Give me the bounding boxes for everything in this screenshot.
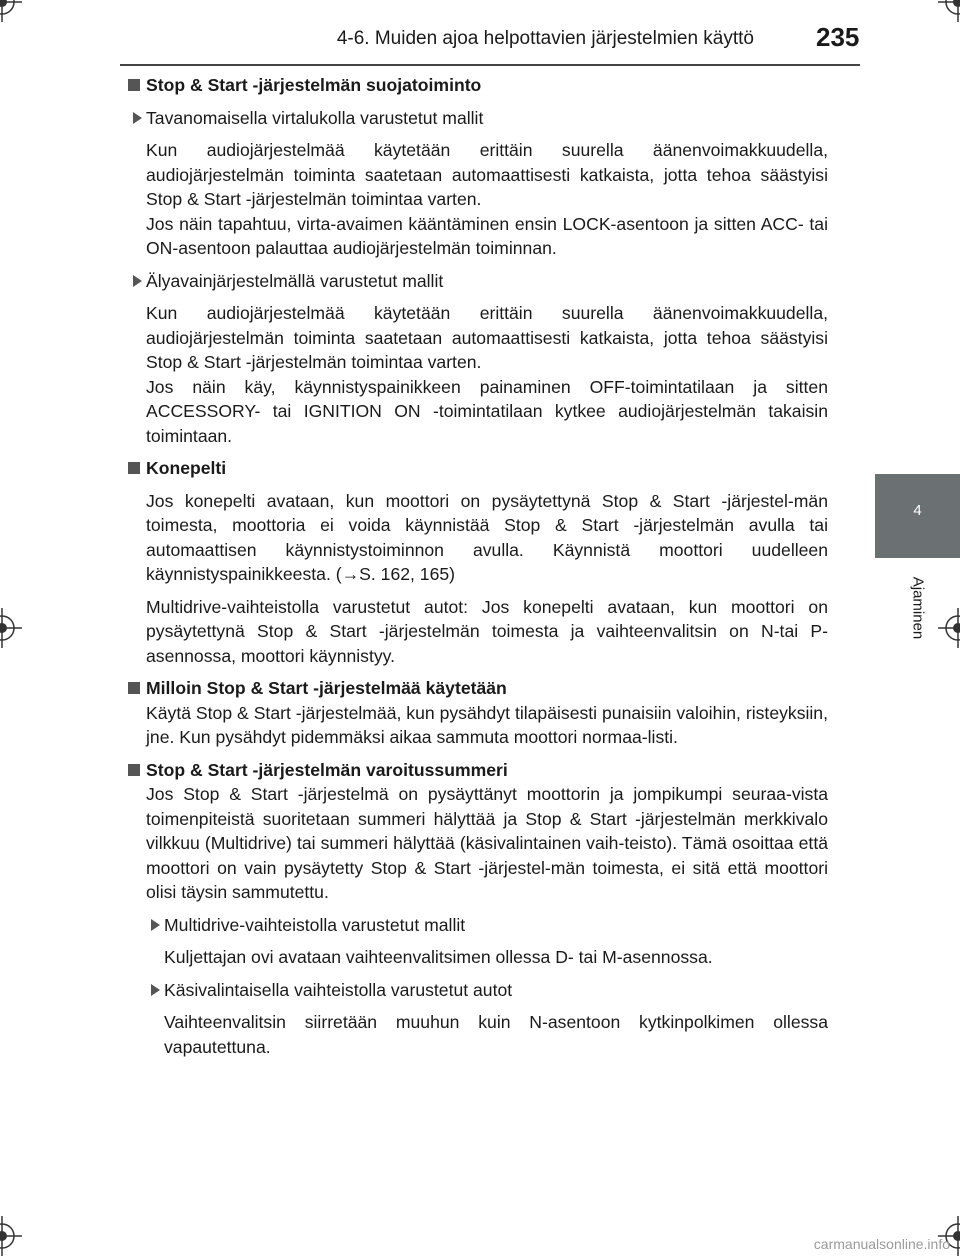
- square-bullet-icon: [128, 764, 140, 776]
- subsection-heading: Tavanomaisella virtalukolla varustetut mallit: [128, 106, 828, 131]
- chapter-tab-number[interactable]: 4: [875, 474, 960, 558]
- paragraph: Käytä Stop & Start -järjestelmää, kun pysähdyt tilapäisesti punaisiin valoihin, risteyksiin, jne. Kun pysähdyt pidemmäksi aikaa sammuta moottori normaa-listi.: [146, 702, 828, 747]
- page-number: 235: [816, 22, 860, 52]
- triangle-bullet-icon: [151, 919, 160, 931]
- paragraph: Multidrive-vaihteistolla varustetut autot: Jos konepelti avataan, kun moottori on pysäytettynä Stop & Start -järjestelmän toimesta ja vaihteenvalitsin on N-tai P-asennossa, moottori käynnistyy.: [146, 596, 828, 666]
- paragraph: Kuljettajan ovi avataan vaihteenvalitsimen ollessa D- tai M-asennossa.: [164, 947, 713, 967]
- registration-mark-icon: [0, 608, 22, 648]
- subsection-heading: Käsivalintaisella vaihteistolla varustetut autot: [128, 978, 828, 1003]
- triangle-bullet-icon: [133, 112, 142, 124]
- registration-mark-icon: [0, 0, 22, 22]
- section-heading: Stop & Start -järjestelmän varoitussummeri: [128, 758, 828, 783]
- page-header: [0, 22, 960, 56]
- chapter-label-text: Ajaminen: [909, 576, 926, 640]
- paragraph: Jos näin tapahtuu, virta-avaimen kääntäminen ensin LOCK-asentoon ja sitten ACC- tai ON-asentoon palauttaa audiojärjestelmän toiminnan.: [146, 213, 828, 258]
- section-heading: Konepelti: [128, 456, 828, 481]
- paragraph: Jos konepelti avataan, kun moottori on pysäytettynä Stop & Start -järjestel-män toimesta, moottoria ei voida käynnistää Stop & Start -järjestelmän avulla tai automaattisen käynnistystoiminnon avulla. Käynnistä moottori uudelleen käynnistyspainikkeesta. (→S. 162, 165): [146, 490, 828, 584]
- subsection-heading: Älyavainjärjestelmällä varustetut mallit: [128, 269, 828, 294]
- chapter-tab-label: [875, 558, 960, 658]
- main-content: [128, 73, 828, 1067]
- square-bullet-icon: [128, 79, 140, 91]
- watermark: carmanualsonline.info: [813, 1236, 950, 1252]
- section-title: 4-6. Muiden ajoa helpottavien järjestelmien käyttö: [336, 28, 754, 49]
- paragraph: Jos näin käy, käynnistyspainikkeen painaminen OFF-toimintatilaan ja sitten ACCESSORY- tai IGNITION ON -toimintatilaan kytkee audiojärjestelmän takaisin toimintaan.: [146, 376, 828, 446]
- registration-mark-icon: [938, 0, 960, 22]
- paragraph: Kun audiojärjestelmää käytetään erittäin suurella äänenvoimakkuudella, audiojärjestelmän toiminta saatetaan automaattisesti katkaista, jotta tehoa säästyisi Stop & Start -järjestelmän toimintaa varten.: [146, 140, 828, 209]
- section-heading: Stop & Start -järjestelmän suojatoiminto: [128, 73, 828, 98]
- header-divider: [120, 64, 860, 66]
- square-bullet-icon: [128, 682, 140, 694]
- triangle-bullet-icon: [151, 984, 160, 996]
- registration-mark-icon: [0, 1216, 22, 1256]
- paragraph: Vaihteenvalitsin siirretään muuhun kuin N-asentoon kytkinpolkimen ollessa vapautettuna.: [164, 1012, 828, 1057]
- paragraph: Jos Stop & Start -järjestelmä on pysäyttänyt moottorin ja jompikumpi seuraa-vista toimenpiteistä suoritetaan summeri hälyttää ja Stop & Start -järjestelmän merkkivalo vilkkuu (Multidrive) tai summeri hälyttää (käsivalintainen vaih-teisto). Tämä osoittaa että moottori on vain pysäytetty Stop & Start -järjestel-män toimesta, ei sitä että moottori olisi täysin sammutettu.: [146, 784, 828, 902]
- section-heading: Milloin Stop & Start -järjestelmää käytetään: [128, 676, 828, 701]
- square-bullet-icon: [128, 462, 140, 474]
- subsection-heading: Multidrive-vaihteistolla varustetut mallit: [128, 913, 828, 938]
- paragraph: Kun audiojärjestelmää käytetään erittäin suurella äänenvoimakkuudella, audiojärjestelmän toiminta saatetaan automaattisesti katkaista, jotta tehoa säästyisi Stop & Start -järjestelmän toimintaa varten.: [146, 303, 828, 372]
- triangle-bullet-icon: [133, 275, 142, 287]
